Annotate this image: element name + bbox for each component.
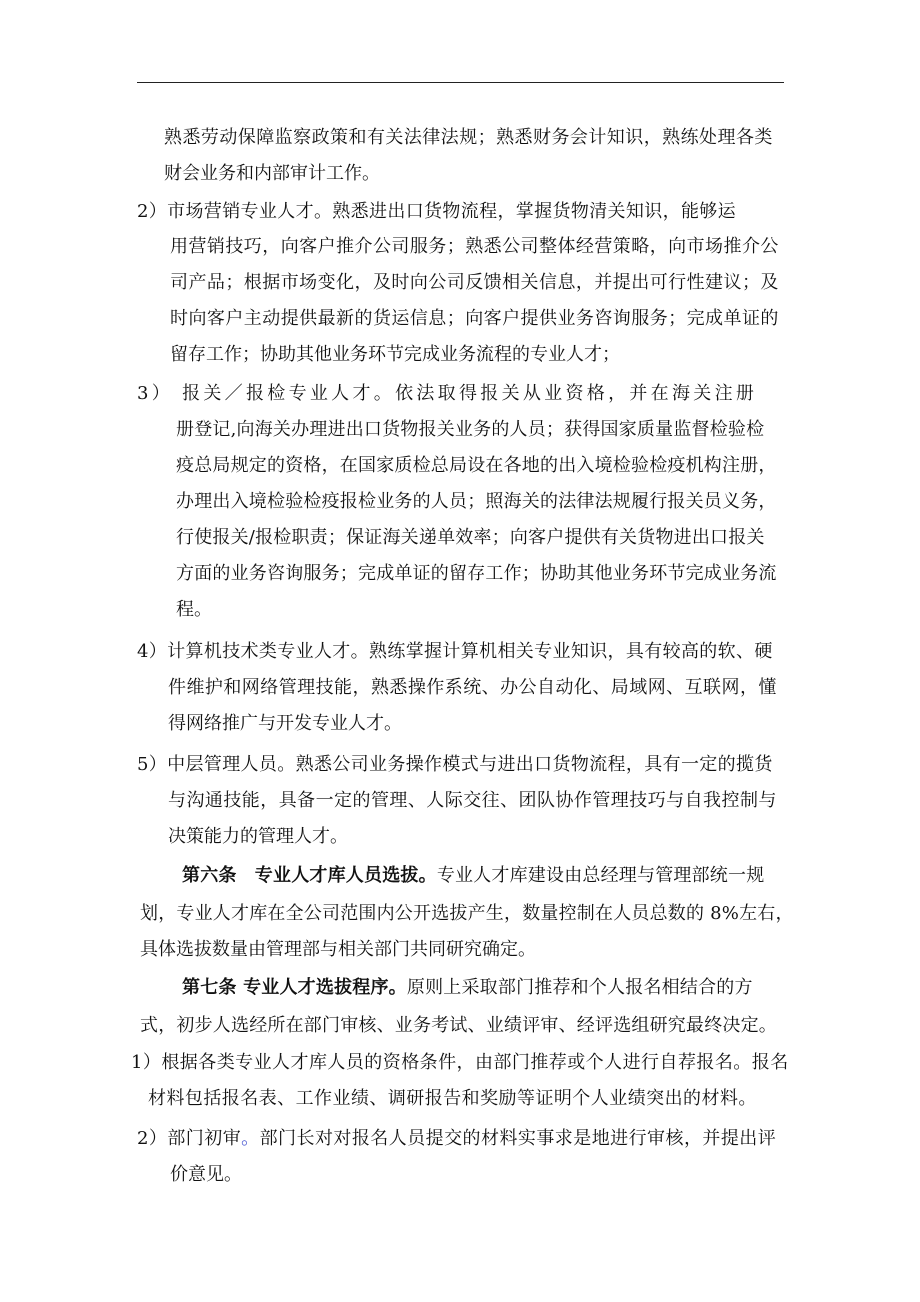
body-line: 册登记,向海关办理进出口货物报关业务的人员；获得国家质量监督检验检 — [176, 419, 765, 440]
body-line: 与沟通技能，具备一定的管理、人际交往、团队协作管理技巧与自我控制与 — [168, 790, 777, 811]
article-7-first-line — [182, 976, 753, 1000]
list-item-4-first-line: 4）计算机技术类专业人才。熟练掌握计算机相关专业知识，具有较高的软、硬 — [137, 641, 773, 662]
body-line: 留存工作；协助其他业务环节完成业务流程的专业人才； — [170, 344, 620, 365]
body-line: 决策能力的管理人才。 — [168, 826, 348, 847]
blue-period: 。 — [241, 1128, 260, 1149]
procedure-item-2-first-line — [137, 1127, 776, 1151]
procedure-item-2-text: 部门长对对报名人员提交的材料实事求是地进行审核，并提出评 — [259, 1128, 777, 1149]
article-7-text: 原则上采取部门推荐和个人报名相结合的方 — [406, 977, 753, 998]
body-line: 材料包括报名表、工作业绩、调研报告和奖励等证明个人业绩突出的材料。 — [148, 1088, 757, 1109]
article-6-heading: 第六条 专业人才库人员选拔。 — [182, 865, 437, 886]
article-6-first-line — [182, 864, 764, 888]
procedure-item-2-label: 2）部门初审 — [137, 1128, 242, 1149]
body-line: 办理出入境检验检疫报检业务的人员；照海关的法律法规履行报关员义务， — [176, 491, 777, 512]
procedure-item-1-first-line: 1）根据各类专业人才库人员的资格条件，由部门推荐或个人进行自荐报名。报名 — [131, 1052, 789, 1073]
body-line: 方面的业务咨询服务；完成单证的留存工作；协助其他业务环节完成业务流 — [176, 563, 777, 584]
body-line: 式，初步人选经所在部门审核、业务考试、业绩评审、经评选组研究最终决定。 — [140, 1015, 777, 1036]
body-line: 时向客户主动提供最新的货运信息；向客户提供业务咨询服务；完成单证的 — [170, 308, 779, 329]
body-line: 得网络推广与开发专业人才。 — [168, 713, 402, 734]
body-line: 熟悉劳动保障监察政策和有关法律法规；熟悉财务会计知识，熟练处理各类 — [164, 127, 773, 148]
body-line: 用营销技巧，向客户推介公司服务；熟悉公司整体经营策略，向市场推介公 — [170, 236, 779, 257]
body-line: 行使报关/报检职责；保证海关递单效率；向客户提供有关货物进出口报关 — [176, 527, 765, 548]
article-6-text: 专业人才库建设由总经理与管理部统一规 — [436, 865, 765, 886]
body-line: 疫总局规定的资格，在国家质检总局设在各地的出入境检验检疫机构注册， — [176, 455, 777, 476]
body-line: 划，专业人才库在全公司范围内公开选拔产生，数量控制在人员总数的 8%左右， — [140, 903, 794, 924]
list-item-5-first-line: 5）中层管理人员。熟悉公司业务操作模式与进出口货物流程，具有一定的揽货 — [137, 754, 773, 775]
list-item-2-first-line: 2）市场营销专业人才。熟悉进出口货物流程，掌握货物清关知识，能够运 — [137, 201, 736, 222]
body-line: 具体选拔数量由管理部与相关部门共同研究确定。 — [140, 939, 536, 960]
article-7-heading: 第七条 专业人才选拔程序。 — [182, 977, 407, 998]
body-line: 司产品；根据市场变化，及时向公司反馈相关信息，并提出可行性建议；及 — [170, 272, 779, 293]
body-line: 财会业务和内部审计工作。 — [164, 163, 380, 184]
header-rule — [137, 82, 784, 83]
list-item-3-first-line: 3） 报关／报检专业人才。依法取得报关从业资格，并在海关注册 — [137, 383, 758, 404]
body-line: 程。 — [176, 599, 212, 620]
body-line: 价意见。 — [170, 1164, 242, 1185]
body-line: 件维护和网络管理技能，熟悉操作系统、办公自动化、局域网、互联网，懂 — [168, 677, 777, 698]
